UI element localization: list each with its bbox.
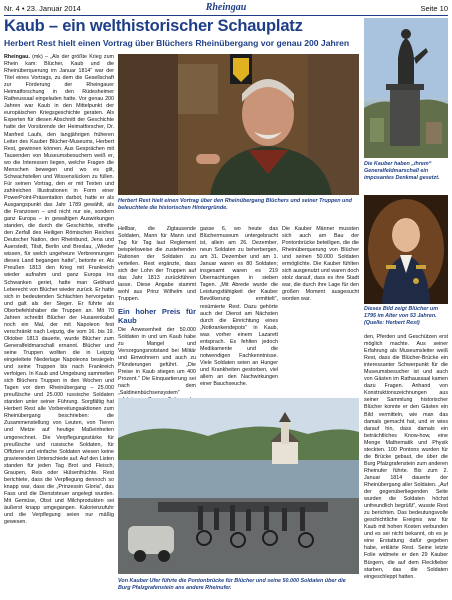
article-column-5 — [364, 334, 448, 598]
article-headline: Kaub – ein welthistorischer Schauplatz — [4, 17, 303, 35]
article-subheading: Ein hoher Preis für Kaub — [118, 306, 196, 325]
masthead-rule — [4, 15, 448, 16]
blucher-painting-caption: Dieses Bild zeigt Blücher um 1795 im Alter von 53 Jahren. (Quelle: Herbert Rest) — [364, 306, 438, 326]
issue-info: Nr. 4 • 23. Januar 2014 — [4, 4, 81, 13]
column-2b-text: Die Anwesenheit der 50.000 Soldaten in und um Kaub habe zu Mangel und Versorgungsnotstand bei Militär und Einwohnern und auch zu Plünderungen geführt. „Die Preise in Kaub stiegen um 400 Prozent.“ Die Einquartierung sei nach dem „Saldinenbüchsensystem“ — [118, 326, 196, 396]
speaker-illustration — [118, 54, 359, 195]
article-subheadline: Herbert Rest hielt einen Vortrag über Blüchers Rheinübergang vor genau 200 Jahren — [4, 38, 350, 48]
article-column-1 — [4, 54, 114, 598]
monument-illustration — [364, 18, 448, 158]
ferry-photo-caption: Von Kauber Ufer führte die Pontonbrücke für Blücher und seine 50.000 Soldaten über die Burg Pfalzgrafenstein ans andere Rheinufer. — [118, 578, 346, 591]
monument-photo-caption: Die Kauber haben „ihrem“ Generalfeldmarschall ein imposantes Denkmal gesetzt. — [364, 161, 440, 181]
column-5-text: den, Pferden und Geschützen erst möglich machte. Aus seiner Erfahrung als Museumsleiter weiß Rest, dass die Blücher-Brücke ein interessanter Schwerpunkt für die Museumsbesucher ist und auch von Gästen im Rathaussaal kamen dazu Fragen. Anhand von Konstruktionszeichnungen aus seiner Sammlung historischer Blücher konnte er den Gästen ein Bild vermitteln, wie man das damals gemacht hat, und er wies darauf hin, dass damals ein beträchtliches Know-how, eine Menge Mathematik und Physik steckten. 100 Pontons wurden für die Brücke gebaut, die über die Burg Pfalzgrafenstein zum anderen Rheinufer führte. Bis zum 2. Januar 1814 dauerte der Rheinübergang aller Soldaten. „Auf der gegenüberliegenden Seite wurden die Soldaten höchst unfreundlich begrüßt“, wusste Rest zu berichten. Das bedeutungsvolle geschichtliche Ereignis war für Kaub mit hohen Kosten verbunden und es sei nicht bekannt, ob es je eine Erstattung dafür gegeben habe, erklärte Rest. Seine letzte Folie widmete er den 29 Kauber Bürgern, die auf dem Fleckfieber starben, das die Soldaten eingeschleppt hatten. — [364, 334, 448, 580]
speaker-photo — [118, 54, 359, 195]
article-column-2 — [118, 226, 196, 396]
column-3-text: gasse 6, wo heute das Blüchermuseum untergebracht ist, allein am 26. Dezember, neun Soldaten zu beherbergen, am 31. Dezember und am 1. Januar waren es 80 Soldaten; insgesamt waren es 219 Übernachtungen in sieben Tagen. „Mit Abrede wurde die Leistungsfähigkeit der Kauber Bevölkerung ermittelt“, resümierte Rest. Dazu gehörte auch der Dienst am Nächsten durch die Einrichtung eines „Notkrankendepots“ in Kaub, was vorher einem Lazarett entsprach. Es fehlten jedoch Medikamente und die notwendigen Fachkenntnisse. Viele Soldaten seien an Hunger und Krankheiten gestorben, viel allem an den Nachwirkungen einer Bauchseuche. — [200, 226, 278, 388]
article-column-3 — [200, 226, 278, 396]
article-column-4 — [282, 226, 359, 396]
column-2-text: Hellbar, die Zigtausende Soldaten, Mann für Mann und Tag für Tag laut Reglement beispielsweise die zustehenden Rationen der Soldaten zu verteilen. Rest ergänzte, dass sich der Lohn der Truppen auf das Jahr 1813 zurückführen lasse. Diese Angabe stammt wohl aus Prinz Wilhelm und Truppen. — [118, 226, 196, 303]
blucher-illustration — [364, 195, 448, 304]
dateline: Rheingau. — [4, 54, 30, 60]
masthead — [4, 2, 448, 15]
column-4-text: Die Kauber Männer mussten sich auch am Bau der Pontonbrücke beteiligen, die die Rheinüberquerung von Blücher und seinen 50.000 Soldaten ermöglichte. Die Kauber fühlten sich ausgenutzt und waren doch stolz darauf, dass es ihre Stadt war, die durch ihre Lage für den großen Moment ausgesucht worden war. — [282, 226, 359, 303]
section-title: Rheingau — [205, 2, 247, 13]
speaker-photo-caption: Herbert Rest hielt einen Vortrag über den Rheinübergang Blüchers und seiner Truppen und beleuchtete die historischen Hintergründe. — [118, 198, 352, 211]
column-1-text: (mk) – „Als der größte Krieg zum Rhein kam: Blücher, Kaub und die Rheinüberquerung im Januar 1814“ war der Titel eines Vortrags, zu dem die Gesellschaft zur Förderung der Rheingauer Heimatforschung in den Rüdesheimer Ratheussaal eingeladen hatte. Vor genau 200 Jahren war Kaub in den Mittelpunkt der europäischen Kriegsgeschichte geraten. Als Experten für diesen Abschnitt der Geschichte hatte der Vorsitzende der Heimatforscher, Dr. Manfred Laufs, den langjährigen früheren Leiter des Kauber Blücher-Museums, Herbert Rest, gewinnen können. Aus Gesprächen mit Tausenden von Museumsbesuchern weiß er, wo die Interessen liegen, welche Fragen die Menschen bewegen und wo es gilt, Schwachstellen und Wissenslücken zu füllen. Für seinen Vortrag, den er mit Texten und zahlreichen Illustrationen in Form einer PowerPoint-Präsentation darbot, hatte er als Ausgangspunkt das Jahr 1789 gewählt, als die Franzosen – und nicht nur sie, sondern ganz Europa – in gewaltigen Auswirkungen standen, die durch die Geschichte, streifte den Zerfall des Heiligen Römischen Reiches Deutscher Nation, den Rheinbund, Jena und Auerstedt, Tilsit, Berlin und Breslau, „Wieder wissen, für welch ungeheure Verbrennungen dieses Land begangen hatte“, betonte er. Als Preußen 1813 den Krieg mit Frankreich wieder aufnahm und ganz Europa ins Schwanken geriet, hatte man Gebhard Leberecht von Blücher wieder zurück. Er hatte sich in bedeutenden Schlachten hervorgetan und galt als der Sieger. Er führte als Oberbefehlshaber die Truppen an. Mit 70 Jahren schreibt Blücher der Husarenkabel noch ein Mal, der mit Napoleon fest verschränkt nach Leipzig, die vom 16. bis 19. Oktober 1813 dauerte, wurde Blücher zum Generalfeldmarschall ernannt. Blücher und seine Truppen wollten die in Leipzig eingeleitete Niederlage Napoleons besiegeln und seine Truppen bis nach Frankreich verfolgen. In Kaub und Umgebung sammelten sich Blüchers Truppen in den Wochen und Tagen vor dem Rheinübergang – 25.000 preußische und 25.000 russische Soldaten standen unter seiner Führung. Sorgfältig hat Herbert Rest alle Vorbereitungsaktionen zum Rheinübergang beschrieben: die Zusammenstellung von Leuten, von Tieren und Metze auf heutige Maßeinheiten umgerechnet. Die Verpflegungsstärke für preußische und russische Soldaten, für Offiziere und einfache Soldaten wiesen keine gravierenden Unterschiede auf. Auf den Listen standen für jeden Tag Brot und Fleisch, Graupen, Reis oder Hülsenfrüchte. Rest berichtete, dass die Verpflegung dennoch so knapp war, dass die „Prinzessin Gloria“, das Fass und die Dienststeuer angelegt wurden. Mit Gemüse, Obst und Milchprodukten sei äußerst knapp umgegangen. Kalorienzufuhr und die Verpflegung seien nur mäßig gewesen. — [4, 54, 114, 526]
ferry-photo — [118, 398, 359, 574]
blucher-painting — [364, 195, 448, 304]
ferry-illustration — [118, 398, 359, 574]
page-number: Seite 10 — [420, 4, 448, 13]
monument-photo — [364, 18, 448, 158]
